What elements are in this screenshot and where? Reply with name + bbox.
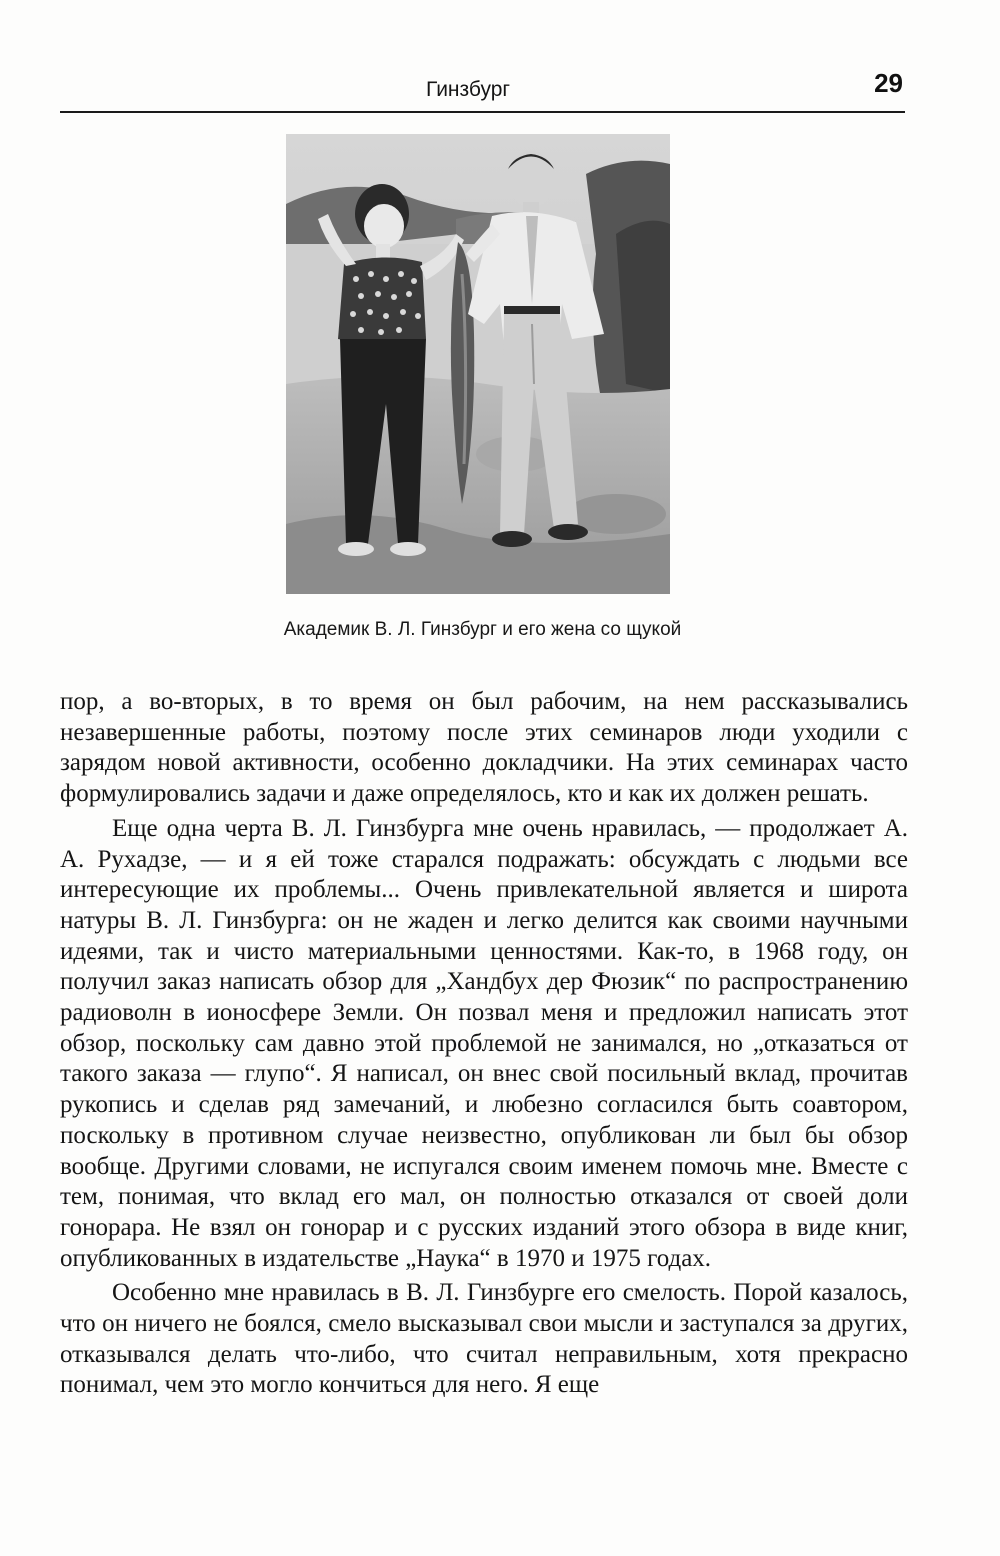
header-rule (60, 111, 905, 113)
photograph (286, 134, 670, 594)
paragraph-3: Особенно мне нравилась в В. Л. Гинзбурге его смелость. Порой казалось, что он ничего не боялся, смело высказывал свои мысли и заступался за других, отказывался делать что-либо, что считал неправильным, хотя прекрасно понимал, чем это могло кончиться для него. Я еще (60, 1279, 908, 1399)
photo-illustration (286, 134, 670, 594)
running-head (60, 66, 903, 110)
paragraph-2: Еще одна черта В. Л. Гинзбурга мне очень нравилась, — продолжает А. А. Рухадзе, — и я ей тоже старался подражать: обсуждать с людьми все интересующие их проблемы... Очень привлекательной является и широта натуры В. Л. Гинзбурга: он не жаден и легко делится как своими научными идеями, так и чисто материальными ценностями. Как-то, в 1968 году, он получил заказ написать обзор для „Хандбух дер Фюзик“ по распространению радиоволн в ионосфере Земли. Он позвал меня и предложил написать этот обзор, поскольку сам давно этой проблемой не занимался, но „отказаться от такого заказа — глупо“. Я написал, он внес свой посильный вклад, прочитав рукопись и сделав ряд замечаний, и любезно согласился быть соавтором, поскольку в противном случае неизвестно, опубликован ли был бы обзор вообще. Другими словами, не испугался своим именем помочь мне. Вместе с тем, понимая, что вклад его мал, он полностью отказался от своей доли гонорара. Не взял он гонорар и с русских изданий этого обзора в виде книг, опубликованных в издательстве „Наука“ в 1970 и 1975 годах. (60, 814, 908, 1272)
figure-caption: Академик В. Л. Гинзбург и его жена со щукой (283, 619, 682, 640)
body-text (60, 687, 908, 1405)
running-title: Гинзбург (426, 78, 511, 101)
paragraph-1: пор, а во-вторых, в то время он был рабочим, на нем рассказывались незавершенные работы, поэтому после этих семинаров люди уходили с зарядом новой активности, особенно докладчики. На этих семинарах часто формулировались задачи и даже определялось, кто и как их должен решать. (60, 688, 908, 808)
page-number: 29 (874, 68, 903, 98)
